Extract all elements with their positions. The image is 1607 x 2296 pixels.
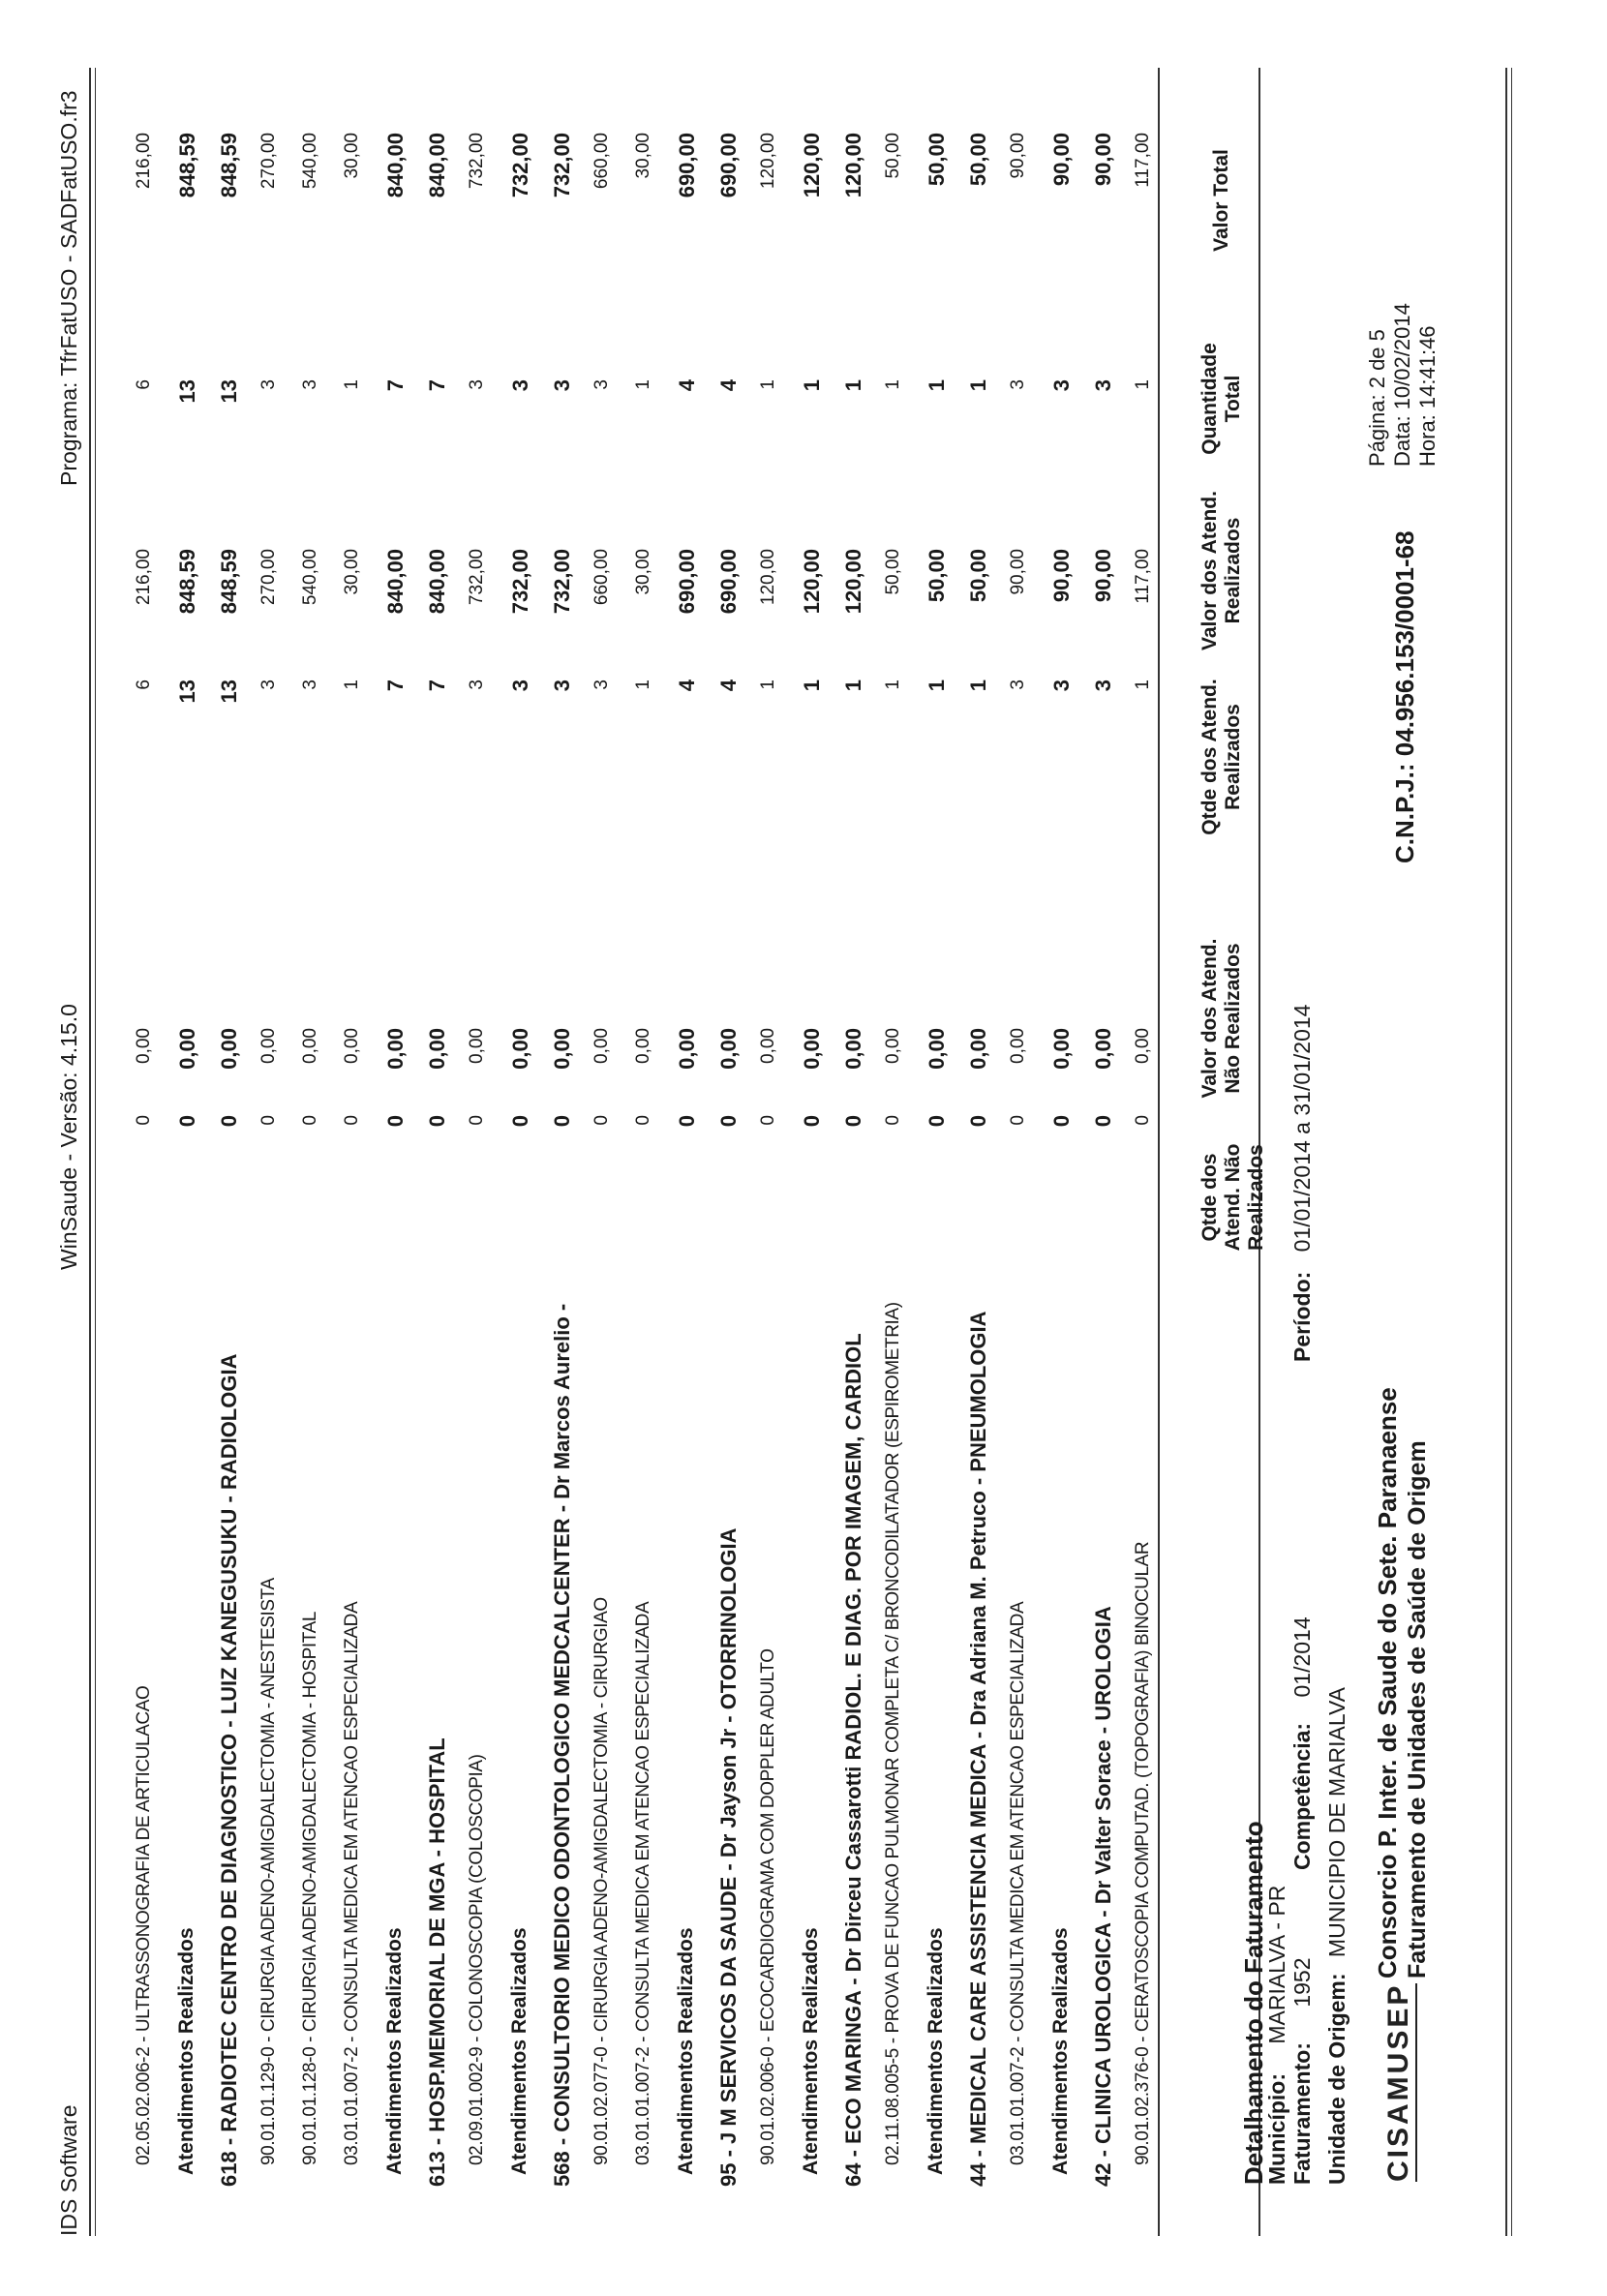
cell-valor-total: 30,00 [633, 133, 653, 179]
procedure-row [1133, 0, 1162, 2296]
cell-valor-nao-realizados: 0,00 [925, 1028, 949, 1070]
print-time: Hora: 14:41:46 [1415, 325, 1440, 467]
cell-qtde-nao-realizados: 0 [258, 1115, 279, 1126]
cell-qtde-nao-realizados: 0 [425, 1115, 449, 1128]
cell-valor-nao-realizados: 0,00 [675, 1028, 699, 1070]
cell-valor-total: 90,00 [1049, 133, 1074, 187]
cell-quantidade-total: 4 [716, 379, 741, 392]
cell-qtde-nao-realizados: 0 [300, 1115, 320, 1126]
col-quantidade-total: Quantidade Total [1198, 343, 1244, 455]
procedure-row [883, 0, 912, 2296]
row-label: 90.01.01.129-0 - CIRURGIA ADENO-AMIGDALECTOMIA - ANESTESISTA [258, 1578, 279, 2165]
competencia-label: Competência: [1289, 1722, 1315, 1870]
header-rule-top [1505, 68, 1507, 2236]
cell-valor-nao-realizados: 0,00 [1008, 1028, 1028, 1064]
provider-row [966, 0, 995, 2296]
cell-valor-total: 690,00 [675, 133, 699, 198]
row-label: Atendimentos Realizados [800, 1927, 822, 2175]
subtotal-row [508, 0, 537, 2296]
cell-valor-total: 840,00 [425, 133, 449, 198]
cell-valor-nao-realizados: 0,00 [175, 1028, 199, 1070]
cell-valor-total: 120,00 [800, 133, 824, 198]
cell-quantidade-total: 1 [883, 379, 903, 390]
cell-valor-nao-realizados: 0,00 [633, 1028, 653, 1064]
cell-qtde-realizados: 1 [925, 680, 949, 692]
procedure-row [258, 0, 288, 2296]
cell-valor-total: 50,00 [966, 133, 990, 187]
row-label: 44 - MEDICAL CARE ASSISTENCIA MEDICA - Dra Adriana M. Petruco - PNEUMOLOGIA [966, 1311, 990, 2187]
cell-valor-nao-realizados: 0,00 [1133, 1028, 1153, 1064]
footer-rule-2 [95, 68, 96, 2236]
cell-valor-total: 117,00 [1133, 133, 1153, 188]
cell-valor-realizados: 840,00 [425, 549, 449, 615]
cell-valor-total: 120,00 [841, 133, 865, 198]
cell-qtde-realizados: 1 [966, 680, 990, 692]
cell-valor-realizados: 660,00 [591, 549, 612, 606]
cell-valor-realizados: 690,00 [716, 549, 741, 615]
periodo-value: 01/01/2014 a 31/01/2014 [1289, 1004, 1315, 1253]
row-label: 613 - HOSP.MEMORIAL DE MGA - HOSPITAL [425, 1737, 449, 2187]
meta-periodo [1289, 1005, 1316, 1362]
cell-valor-nao-realizados: 0,00 [716, 1028, 741, 1070]
cell-valor-total: 848,59 [217, 133, 241, 198]
cell-valor-realizados: 120,00 [758, 549, 778, 606]
cell-quantidade-total: 13 [175, 379, 199, 404]
cell-quantidade-total: 3 [1091, 379, 1115, 392]
cell-valor-total: 90,00 [1091, 133, 1115, 187]
provider-row [841, 0, 870, 2296]
cell-quantidade-total: 6 [134, 379, 154, 390]
cell-qtde-realizados: 3 [1091, 680, 1115, 692]
cell-valor-nao-realizados: 0,00 [134, 1028, 154, 1064]
cell-valor-nao-realizados: 0,00 [467, 1028, 487, 1064]
row-label: 95 - J M SERVICOS DA SAUDE - Dr Jayson Jr - OTORRINOLOGIA [716, 1527, 741, 2187]
row-label: 02.05.02.006-2 - ULTRASSONOGRAFIA DE ARTICULACAO [134, 1685, 154, 2165]
row-label: 03.01.01.007-2 - CONSULTA MEDICA EM ATENCAO ESPECIALIZADA [1008, 1601, 1028, 2165]
cell-valor-nao-realizados: 0,00 [1049, 1028, 1074, 1070]
cell-valor-total: 270,00 [258, 133, 279, 190]
cell-qtde-nao-realizados: 0 [1133, 1115, 1153, 1126]
cell-qtde-realizados: 3 [258, 680, 279, 690]
cell-qtde-realizados: 4 [675, 680, 699, 692]
competencia-value: 01/2014 [1289, 1616, 1315, 1698]
cell-qtde-nao-realizados: 0 [800, 1115, 824, 1128]
procedure-row [134, 0, 163, 2296]
cell-qtde-realizados: 7 [425, 680, 449, 692]
cell-qtde-realizados: 1 [1133, 680, 1153, 690]
cell-valor-total: 848,59 [175, 133, 199, 198]
municipio-label: Município: [1264, 2073, 1289, 2185]
cell-valor-realizados: 90,00 [1049, 549, 1074, 603]
cell-valor-total: 732,00 [508, 133, 532, 198]
logo: CISAMUSEP [1382, 1983, 1417, 2182]
row-label: Atendimentos Realizados [675, 1927, 697, 2175]
cell-valor-total: 540,00 [300, 133, 320, 190]
row-label: Atendimentos Realizados [1049, 1927, 1072, 2175]
page-info [1365, 303, 1440, 467]
meta-unidade [1324, 1687, 1350, 2185]
footer-rule [89, 68, 91, 2236]
subtotal-row [675, 0, 704, 2296]
cell-valor-total: 90,00 [1008, 133, 1028, 179]
cell-qtde-nao-realizados: 0 [217, 1115, 241, 1128]
cell-valor-total: 840,00 [383, 133, 408, 198]
col-qtde-nao-realizados: Qtde dos Atend. Não Realizados [1198, 1143, 1267, 1252]
procedure-row [591, 0, 621, 2296]
cell-valor-realizados: 30,00 [633, 549, 653, 595]
cell-valor-total: 120,00 [758, 133, 778, 190]
cell-qtde-nao-realizados: 0 [508, 1115, 532, 1128]
cell-valor-realizados: 50,00 [966, 549, 990, 603]
page-number: Página: 2 de 5 [1365, 329, 1389, 467]
cell-qtde-nao-realizados: 0 [591, 1115, 612, 1126]
row-label: 618 - RADIOTEC CENTRO DE DIAGNOSTICO - LUIZ KANEGUSUKU - RADIOLOGIA [217, 1353, 241, 2187]
unidade-label: Unidade de Origem: [1324, 1973, 1349, 2185]
procedure-row [758, 0, 787, 2296]
cell-qtde-realizados: 3 [467, 680, 487, 690]
cell-quantidade-total: 3 [1008, 379, 1028, 390]
cell-qtde-realizados: 3 [550, 680, 574, 692]
cell-qtde-realizados: 3 [1049, 680, 1074, 692]
row-label: 90.01.02.006-0 - ECOCARDIOGRAMA COM DOPPLER ADULTO [758, 1648, 778, 2165]
row-label: Atendimentos Realizados [508, 1927, 531, 2175]
cell-qtde-realizados: 6 [134, 680, 154, 690]
cell-valor-realizados: 216,00 [134, 549, 154, 606]
col-qtde-realizados: Qtde dos Atend. Realizados [1198, 679, 1244, 835]
cell-qtde-nao-realizados: 0 [633, 1115, 653, 1126]
cell-valor-nao-realizados: 0,00 [258, 1028, 279, 1064]
subtotal-row [383, 0, 412, 2296]
cell-quantidade-total: 1 [841, 379, 865, 392]
provider-row [550, 0, 579, 2296]
meta-faturamento [1289, 1957, 1316, 2185]
row-label: 02.09.01.002-9 - COLONOSCOPIA (COLOSCOPIA) [467, 1754, 487, 2165]
cell-valor-realizados: 30,00 [342, 549, 362, 595]
cell-qtde-nao-realizados: 0 [342, 1115, 362, 1126]
cell-valor-total: 732,00 [550, 133, 574, 198]
cell-valor-realizados: 732,00 [550, 549, 574, 615]
subtotal-row [925, 0, 954, 2296]
cell-valor-realizados: 50,00 [925, 549, 949, 603]
subtotal-row [175, 0, 204, 2296]
cell-valor-realizados: 848,59 [217, 549, 241, 615]
cell-qtde-realizados: 1 [841, 680, 865, 692]
cell-valor-realizados: 848,59 [175, 549, 199, 615]
footer-version: WinSaude - Versão: 4.15.0 [56, 1004, 81, 1270]
cell-valor-realizados: 732,00 [467, 549, 487, 606]
cell-qtde-realizados: 13 [217, 680, 241, 704]
cell-qtde-nao-realizados: 0 [675, 1115, 699, 1128]
cell-quantidade-total: 3 [591, 379, 612, 390]
footer-program: Programa: TfrFatUSO - SADFatUSO.fr3 [56, 90, 81, 486]
row-label: 90.01.02.077-0 - CIRURGIA ADENO-AMIGDALECTOMIA - CIRURGIAO [591, 1597, 612, 2165]
cell-quantidade-total: 3 [258, 379, 279, 390]
cell-qtde-realizados: 7 [383, 680, 408, 692]
cell-valor-realizados: 90,00 [1091, 549, 1115, 603]
report-subtitle: Faturamento de Unidades de Saúde de Origem [1404, 1440, 1431, 1979]
cell-qtde-nao-realizados: 0 [841, 1115, 865, 1128]
cell-quantidade-total: 13 [217, 379, 241, 404]
print-date: Data: 10/02/2014 [1390, 303, 1414, 467]
procedure-row [300, 0, 329, 2296]
cell-qtde-realizados: 3 [300, 680, 320, 690]
cell-valor-nao-realizados: 0,00 [1091, 1028, 1115, 1070]
cell-qtde-nao-realizados: 0 [1008, 1115, 1028, 1126]
report-title: Consorcio P. Inter. de Saude do Sete. Paranaense [1373, 1387, 1402, 1979]
cell-qtde-nao-realizados: 0 [383, 1115, 408, 1128]
cell-quantidade-total: 1 [758, 379, 778, 390]
cell-qtde-nao-realizados: 0 [467, 1115, 487, 1126]
cell-valor-realizados: 90,00 [1008, 549, 1028, 595]
provider-row [716, 0, 745, 2296]
cell-valor-total: 660,00 [591, 133, 612, 190]
subtotal-row [1049, 0, 1078, 2296]
cell-qtde-realizados: 1 [883, 680, 903, 690]
cell-qtde-nao-realizados: 0 [883, 1115, 903, 1126]
periodo-label: Período: [1289, 1271, 1315, 1362]
faturamento-value: 1952 [1289, 1957, 1315, 2008]
provider-row [425, 0, 454, 2296]
cell-qtde-realizados: 1 [758, 680, 778, 690]
cell-valor-realizados: 120,00 [841, 549, 865, 615]
cell-quantidade-total: 1 [1133, 379, 1153, 390]
cell-valor-nao-realizados: 0,00 [550, 1028, 574, 1070]
row-label: 42 - CLINICA UROLOGICA - Dr Valter Sorace - UROLOGIA [1091, 1606, 1115, 2187]
cell-quantidade-total: 3 [508, 379, 532, 392]
cell-valor-realizados: 732,00 [508, 549, 532, 615]
row-label: 03.01.01.007-2 - CONSULTA MEDICA EM ATENCAO ESPECIALIZADA [342, 1601, 362, 2165]
faturamento-label: Faturamento: [1289, 2042, 1315, 2185]
cell-valor-total: 50,00 [883, 133, 903, 179]
cell-valor-nao-realizados: 0,00 [800, 1028, 824, 1070]
cell-qtde-realizados: 1 [342, 680, 362, 690]
cell-qtde-nao-realizados: 0 [175, 1115, 199, 1128]
row-label: 90.01.01.128-0 - CIRURGIA ADENO-AMIGDALECTOMIA - HOSPITAL [300, 1611, 320, 2165]
cell-quantidade-total: 3 [467, 379, 487, 390]
cell-qtde-nao-realizados: 0 [966, 1115, 990, 1128]
meta-competencia [1289, 1616, 1316, 1870]
municipio-value: MARIALVA - PR [1264, 1885, 1289, 2044]
cell-qtde-nao-realizados: 0 [925, 1115, 949, 1128]
row-label: Atendimentos Realizados [383, 1927, 406, 2175]
cell-valor-realizados: 117,00 [1133, 549, 1153, 604]
cell-qtde-nao-realizados: 0 [550, 1115, 574, 1128]
cell-valor-realizados: 540,00 [300, 549, 320, 606]
cell-quantidade-total: 3 [1049, 379, 1074, 392]
cell-valor-total: 732,00 [467, 133, 487, 190]
cell-valor-total: 30,00 [342, 133, 362, 179]
procedure-row [342, 0, 371, 2296]
unidade-value: MUNICIPIO DE MARIALVA [1324, 1687, 1349, 1958]
cell-qtde-nao-realizados: 0 [1091, 1115, 1115, 1128]
cell-qtde-realizados: 4 [716, 680, 741, 692]
header-rule-top-2 [1511, 68, 1512, 2236]
cell-qtde-realizados: 1 [800, 680, 824, 692]
cell-quantidade-total: 7 [425, 379, 449, 392]
cell-valor-nao-realizados: 0,00 [966, 1028, 990, 1070]
col-valor-realizados: Valor dos Atend. Realizados [1198, 491, 1244, 650]
cnpj: C.N.P.J.: 04.956.153/0001-68 [1390, 530, 1419, 863]
cell-quantidade-total: 1 [633, 379, 653, 390]
row-label: 03.01.01.007-2 - CONSULTA MEDICA EM ATENCAO ESPECIALIZADA [633, 1601, 653, 2165]
cell-quantidade-total: 1 [925, 379, 949, 392]
cell-qtde-realizados: 13 [175, 680, 199, 704]
cell-valor-nao-realizados: 0,00 [425, 1028, 449, 1070]
cell-qtde-realizados: 1 [633, 680, 653, 690]
cell-valor-total: 216,00 [134, 133, 154, 190]
cell-valor-nao-realizados: 0,00 [342, 1028, 362, 1064]
cell-valor-nao-realizados: 0,00 [300, 1028, 320, 1064]
footer-software: IDS Software [56, 2104, 81, 2236]
row-label: 568 - CONSULTORIO MEDICO ODONTOLOGICO MEDCALCENTER - Dr Marcos Aurelio - [550, 1303, 574, 2187]
provider-row [1091, 0, 1120, 2296]
procedure-row [1008, 0, 1037, 2296]
cell-quantidade-total: 3 [300, 379, 320, 390]
cell-valor-nao-realizados: 0,00 [383, 1028, 408, 1070]
row-label: 02.11.08.005-5 - PROVA DE FUNCAO PULMONAR COMPLETA C/ BRONCODILATADOR (ESPIROMETRIA) [883, 1302, 903, 2165]
cell-valor-realizados: 120,00 [800, 549, 824, 615]
cell-qtde-nao-realizados: 0 [758, 1115, 778, 1126]
subtotal-row [800, 0, 829, 2296]
cell-valor-nao-realizados: 0,00 [883, 1028, 903, 1064]
col-valor-nao-realizados: Valor dos Atend. Não Realizados [1198, 938, 1244, 1099]
cell-valor-nao-realizados: 0,00 [508, 1028, 532, 1070]
cell-qtde-nao-realizados: 0 [134, 1115, 154, 1126]
row-label: 64 - ECO MARINGA - Dr Dirceu Cassarotti RADIOL. E DIAG. POR IMAGEM, CARDIOL [841, 1333, 865, 2187]
cell-qtde-realizados: 3 [508, 680, 532, 692]
procedure-row [467, 0, 496, 2296]
section-title: Detalhamento do Faturamento [1239, 1821, 1268, 2185]
cell-quantidade-total: 1 [966, 379, 990, 392]
row-label: 90.01.02.376-0 - CERATOSCOPIA COMPUTAD. (TOPOGRAFIA) BINOCULAR [1133, 1541, 1153, 2165]
cell-quantidade-total: 4 [675, 379, 699, 392]
cell-valor-realizados: 690,00 [675, 549, 699, 615]
cell-qtde-realizados: 3 [591, 680, 612, 690]
cell-quantidade-total: 1 [800, 379, 824, 392]
cell-valor-realizados: 270,00 [258, 549, 279, 606]
cell-valor-realizados: 840,00 [383, 549, 408, 615]
cell-qtde-nao-realizados: 0 [1049, 1115, 1074, 1128]
cell-valor-nao-realizados: 0,00 [591, 1028, 612, 1064]
row-label: Atendimentos Realizados [925, 1927, 947, 2175]
cell-valor-nao-realizados: 0,00 [841, 1028, 865, 1070]
row-label: Atendimentos Realizados [175, 1927, 197, 2175]
provider-row [217, 0, 246, 2296]
procedure-row [633, 0, 662, 2296]
cell-quantidade-total: 1 [342, 379, 362, 390]
cell-valor-realizados: 50,00 [883, 549, 903, 595]
cell-quantidade-total: 7 [383, 379, 408, 392]
cell-qtde-realizados: 3 [1008, 680, 1028, 690]
cell-valor-nao-realizados: 0,00 [217, 1028, 241, 1070]
cell-quantidade-total: 3 [550, 379, 574, 392]
cell-valor-total: 690,00 [716, 133, 741, 198]
cell-valor-nao-realizados: 0,00 [758, 1028, 778, 1064]
cell-qtde-nao-realizados: 0 [716, 1115, 741, 1128]
cell-valor-total: 50,00 [925, 133, 949, 187]
col-valor-total: Valor Total [1210, 149, 1232, 252]
